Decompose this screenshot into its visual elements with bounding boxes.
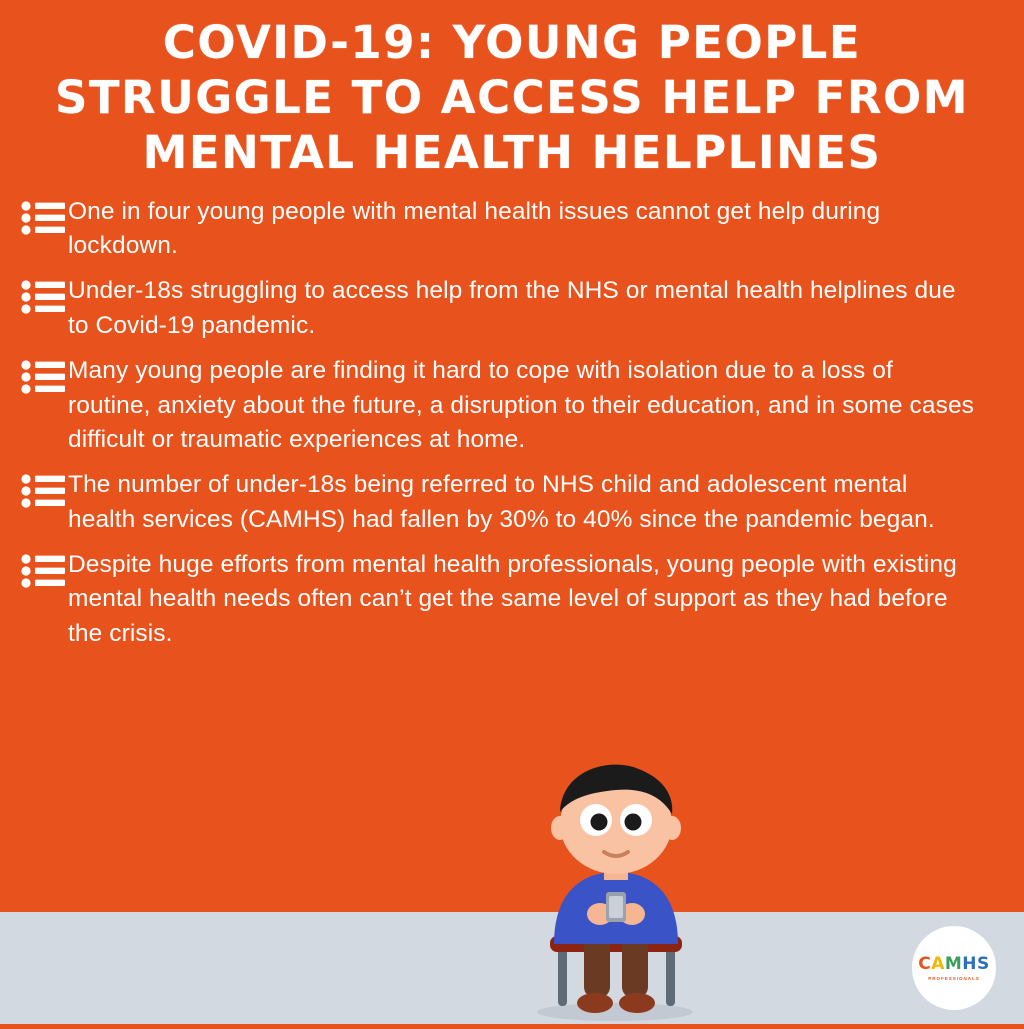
logo-letter-m: M	[944, 953, 963, 974]
logo-letter-hs: HS	[962, 953, 990, 974]
list-item-text: One in four young people with mental health issues cannot get help during lockdown.	[68, 197, 881, 260]
list-item-text: Under-18s struggling to access help from the NHS or mental health helplines due to Covid-19 pandemic.	[68, 277, 956, 340]
list-bullet-icon	[20, 354, 68, 394]
logo-letters	[918, 953, 990, 974]
seated-child-with-phone-illustration	[500, 754, 730, 1024]
list-bullet-icon	[20, 274, 68, 314]
list-item-text: The number of under-18s being referred to NHS child and adolescent mental health services (CAMHS) had fallen by 30% to 40% since the pandemic began.	[68, 471, 935, 533]
logo-subtitle: PROFESSIONALS	[928, 975, 980, 981]
page-title: COVID-19: YOUNG PEOPLE STRUGGLE TO ACCESS HELP FROM MENTAL HEALTH HELPLINES	[54, 16, 970, 179]
camhs-professionals-logo	[912, 926, 996, 1010]
list-item	[20, 548, 978, 652]
logo-letter-c: C	[918, 953, 932, 974]
list-item-text: Despite huge efforts from mental health professionals, young people with existing mental health needs often can’t get the same level of support as they had before the crisis.	[68, 550, 957, 648]
list-bullet-icon	[20, 468, 68, 508]
list-item	[20, 468, 978, 538]
list-bullet-icon	[20, 195, 68, 235]
list-item-text: Many young people are finding it hard to cope with isolation due to a loss of routine, anxiety about the future, a disruption to their education, and in some cases difficult or traumatic experiences at home.	[68, 356, 975, 454]
list-item	[20, 195, 978, 265]
bullet-list	[0, 195, 1024, 652]
list-bullet-icon	[20, 548, 68, 588]
list-item	[20, 274, 978, 344]
list-item	[20, 354, 978, 458]
logo-letter-a: A	[931, 953, 945, 974]
